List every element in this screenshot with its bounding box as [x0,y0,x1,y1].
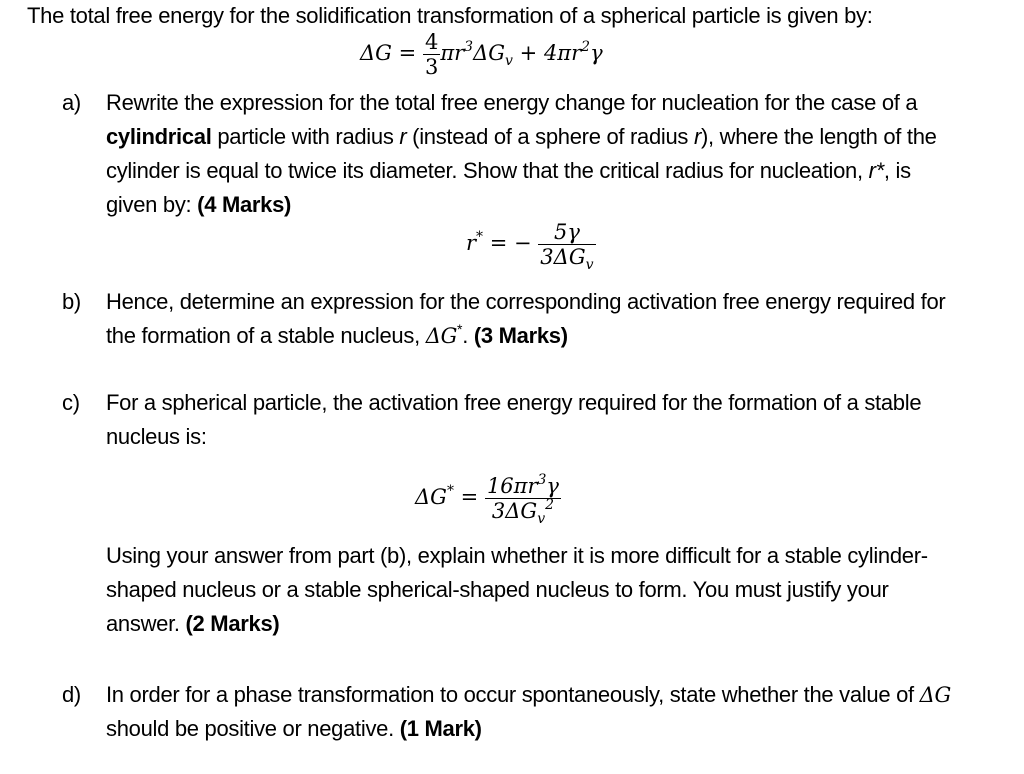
part-a-label: a) [62,90,81,115]
equation-total-free-energy [360,30,603,79]
part-b-symbol-sup: * [457,321,463,337]
eq3-den: 3ΔG [491,499,538,523]
eq1-term2: 4πr [543,41,582,65]
part-b-text-1: Hence, determine an expression for the corresponding activation free energy required for the formation of a stable nucleus, [106,289,946,348]
part-a-r3: r* [868,158,884,183]
eq2-den-sub: v [585,257,594,273]
eq3-fraction [485,472,561,527]
eq3-den-sub: v [537,511,546,527]
eq1-fraction [423,30,440,79]
part-a-text-3: (instead of a sphere of radius [406,124,694,149]
part-b-marks: (3 Marks) [473,323,568,348]
part-c-text-2-body: Using your answer from part (b), explain whether it is more difficult for a stable cylinder-shaped nucleus or a stable spherical-shaped nucleus to form. You must justify your answer. [106,543,928,636]
equation-activation-energy-sphere [415,472,561,527]
eq2-fraction [538,220,595,273]
part-a-marks: (4 Marks) [197,192,292,217]
part-d-label: d) [62,682,81,707]
part-d-text-2: should be positive or negative. [106,716,400,741]
part-a-text-4: ), where the length of the cylinder is equal to twice its diameter. Show that the critical radius for nucleation, [106,124,937,183]
eq1-term1-sub: v [505,53,513,69]
part-d-text-1: In order for a phase transformation to occur spontaneously, state whether the value of [106,682,920,707]
eq3-lhs: ΔG [415,485,447,509]
eq3-lhs-sup: * [446,483,454,499]
eq2-equals: = − [489,231,532,255]
part-d-text [106,678,966,746]
eq1-term1-exp: 3 [464,39,474,55]
part-b-text-2: . [462,323,474,348]
part-b-symbol: ΔG [425,324,458,348]
eq3-num: 16πr [486,474,538,498]
part-d-marks: (1 Mark) [399,716,482,741]
part-c-text-1: For a spherical particle, the activation free energy required for the formation of a stable nucleus is: [106,390,922,449]
part-a-bold-word: cylindrical [106,124,212,149]
part-a-text-2: particle with radius [211,124,400,149]
part-c-label: c) [62,390,80,415]
part-a-text-5: , is given by: [106,158,911,217]
part-a-r1: r [399,124,407,149]
part-b-label: b) [62,289,81,314]
part-a-text-1: Rewrite the expression for the total free energy change for nucleation for the case of a [106,90,918,115]
eq1-term2-b: γ [590,41,603,65]
part-c-text-2 [106,539,966,641]
part-b-text [106,285,966,353]
eq3-den-exp: 2 [545,497,555,513]
eq2-lhs-sup: * [476,229,484,245]
eq3-num-exp: 3 [537,472,547,488]
eq1-term2-exp: 2 [581,39,591,55]
eq1-term1: πr [440,41,465,65]
eq1-frac-num: 4 [424,30,439,54]
eq2-den: 3ΔG [540,245,586,269]
eq3-equals: = [460,485,479,509]
eq1-equals: = [398,41,417,65]
part-a-r2: r [693,124,701,149]
part-d-symbol: ΔG [919,683,951,707]
eq2-lhs: r [466,231,477,255]
part-c-marks: (2 Marks) [185,611,280,636]
eq1-frac-den: 3 [424,55,439,79]
equation-critical-radius [466,220,596,273]
intro-text: The total free energy for the solidification transformation of a spherical particle is given by: [27,3,873,28]
part-a-text [106,86,966,222]
eq2-num: 5γ [538,220,595,245]
eq1-lhs: ΔG [360,41,392,65]
eq1-term1-b: ΔG [473,41,506,65]
eq3-num-b: γ [546,474,559,498]
eq1-plus: + [519,41,538,65]
